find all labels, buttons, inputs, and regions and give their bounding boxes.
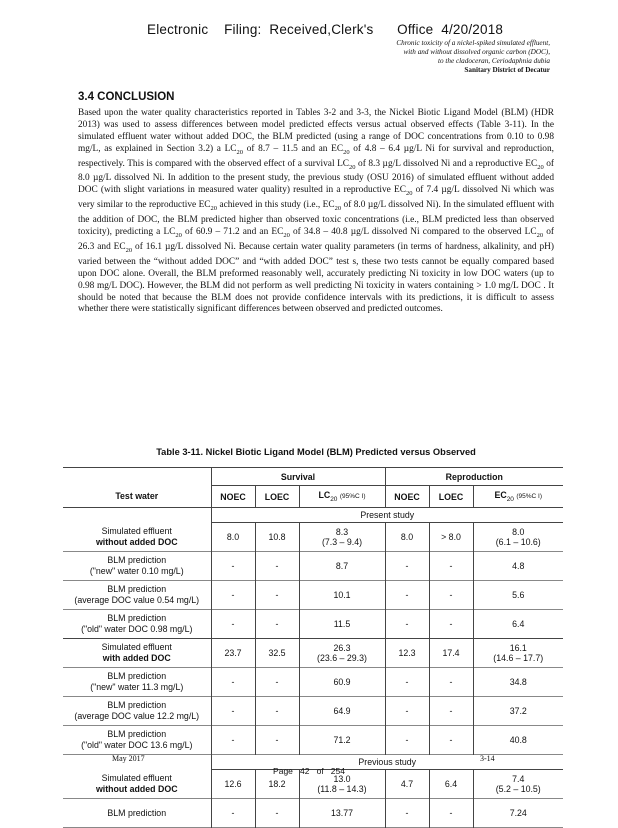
loec-cell	[429, 726, 473, 755]
cell-value: -	[449, 677, 453, 687]
lc-ci-label: (95%C I)	[339, 493, 366, 501]
test-water-detail: (average DOC value 12.2 mg/L)	[74, 711, 200, 721]
ec20-cell	[473, 581, 563, 610]
cell-value: -	[449, 561, 453, 571]
test-water-line: Simulated effluent	[101, 772, 172, 783]
subscript: 20	[536, 231, 544, 239]
cell-value: 10.8	[268, 532, 286, 542]
test-water-line: BLM prediction	[107, 700, 167, 710]
cell-value: -	[275, 677, 279, 687]
test-water-cell	[63, 610, 211, 639]
test-water-cell	[63, 726, 211, 755]
ec20-cell	[473, 552, 563, 581]
subscript: 20	[236, 148, 244, 156]
test-water-line: Simulated effluent	[101, 525, 172, 536]
confidence-interval: (5.2 – 10.5)	[495, 784, 541, 794]
ec20-cell	[473, 697, 563, 726]
noec-cell	[385, 581, 429, 610]
text-run: achieved in this study (i.e., EC	[217, 200, 335, 211]
ec-label: EC	[494, 490, 507, 501]
table-row	[63, 697, 563, 726]
filing-stamp: Electronic Filing: Received,Clerk's Office 4/20/2018	[147, 22, 504, 37]
test-water-detail: ("old" water DOC 0.98 mg/L)	[81, 624, 193, 634]
loec-cell	[255, 726, 299, 755]
cell-value: -	[275, 619, 279, 629]
ec20-cell	[473, 799, 563, 828]
page-current: 42	[300, 766, 310, 776]
cell-value: -	[231, 677, 235, 687]
cell-value: 18.2	[268, 779, 286, 789]
page-label: Page	[273, 766, 293, 776]
test-water-detail: ("old" water DOC 13.6 mg/L)	[81, 740, 193, 750]
table-row	[63, 799, 563, 828]
cell-value: 32.5	[268, 648, 286, 658]
ec20-cell	[473, 639, 563, 668]
lc-label: LC	[318, 490, 331, 501]
cell-value: -	[275, 735, 279, 745]
test-water-detail: ("new" water 0.10 mg/L)	[89, 566, 184, 576]
cell-value: 6.4	[444, 779, 458, 789]
cell-value: 34.8	[509, 677, 527, 687]
table-row	[63, 552, 563, 581]
table-row	[63, 668, 563, 697]
noec-cell	[211, 697, 255, 726]
cell-value: -	[405, 677, 409, 687]
loec-cell	[255, 581, 299, 610]
cell-value: 12.6	[224, 779, 242, 789]
cell-value: -	[405, 619, 409, 629]
confidence-interval: (7.3 – 9.4)	[321, 537, 363, 547]
cell-value: 8.0	[400, 532, 414, 542]
loec-cell	[255, 610, 299, 639]
survival-header: Survival	[211, 468, 385, 486]
table-row	[63, 610, 563, 639]
text-run: of 26.3 and EC	[78, 227, 554, 252]
text-run: of 8.0 µg/L dissolved Ni). In the simulated effluent with the addition of DOC, the BLM predicted higher than observed toxic concentrations (i.e., BLM predicted less than observed toxicity), predicting a LC	[78, 200, 554, 238]
test-water-cell	[63, 639, 211, 668]
test-water-cell	[63, 523, 211, 552]
test-water-cell	[63, 552, 211, 581]
cell-value: 8.0	[226, 532, 240, 542]
cell-value: -	[231, 561, 235, 571]
citation-line: to the cladoceran, Ceriodaphnia dubia	[438, 57, 550, 65]
ec-ci-label: (95%C I)	[516, 493, 543, 501]
report-citation	[300, 39, 550, 75]
cell-value: -	[405, 808, 409, 818]
cell-value: 16.1	[509, 643, 527, 653]
text-run: of 8.7 – 11.5 and an EC	[243, 143, 344, 154]
citation-line: with and without dissolved organic carbon (DOC),	[403, 48, 550, 56]
noec-cell	[211, 639, 255, 668]
subscript: 20	[210, 205, 218, 213]
cell-value: -	[449, 619, 453, 629]
test-water-detail: ("new" water 11.3 mg/L)	[90, 682, 184, 692]
cell-value: 23.7	[224, 648, 242, 658]
reproduction-header: Reproduction	[385, 468, 563, 486]
test-water-line: Simulated effluent	[101, 642, 172, 652]
noec-cell	[211, 799, 255, 828]
present-study-label: Present study	[211, 508, 563, 523]
loec-cell	[429, 799, 473, 828]
cell-value: -	[405, 706, 409, 716]
citation-line: Chronic toxicity of a nickel-spiked simulated effluent,	[396, 39, 550, 47]
text-run: of 4.8 – 6.4 µg/L Ni for survival and reproduction, respectively. This is compared with the observed effect of a survival LC	[78, 143, 554, 169]
cell-value: -	[231, 590, 235, 600]
page-total: 254	[330, 766, 345, 776]
subscript: 20	[125, 246, 133, 254]
cell-value: -	[275, 706, 279, 716]
cell-value: -	[231, 735, 235, 745]
table-caption: Table 3-11. Nickel Biotic Ligand Model (BLM) Predicted versus Observed	[156, 447, 476, 457]
ec20-cell	[473, 523, 563, 552]
test-water-cell	[63, 799, 211, 828]
cell-value: 10.1	[333, 590, 351, 600]
cell-value: 6.4	[512, 619, 525, 629]
table-row	[63, 581, 563, 610]
lc20-header	[299, 486, 385, 508]
subscript: 20	[343, 148, 350, 156]
cell-value: -	[405, 590, 409, 600]
cell-value: 17.4	[442, 648, 460, 658]
noec-cell	[211, 668, 255, 697]
cell-value: 8.0	[512, 527, 525, 537]
lc20-cell	[299, 639, 385, 668]
loec-cell	[429, 697, 473, 726]
cell-value: -	[275, 590, 279, 600]
text-run: of 16.1 µg/L dissolved Ni. Because certain water quality parameters (in terms of hardness, alkalinity, and pH) varied between the “without added DOC” and “with added DOC” test s, these two tests cannot be equally compared based upon DOC alone. Overall, the BLM preformed reasonably well, accurately predicting Ni toxicity in low DOC waters (up to 0.98 mg/L DOC). However, the BLM did not perform as well predicting Ni toxicity in waters containing > 1.0 mg/L DOC . It should be noted that because the BLM does not provide confidence intervals with its predictions, it is difficult to assess whether there were statistically significant differences between observed and predicted outcomes.	[78, 241, 554, 315]
test-water-cell	[63, 581, 211, 610]
loec-cell	[429, 668, 473, 697]
cell-value: > 8.0	[441, 532, 461, 542]
cell-value: 7.24	[509, 808, 527, 818]
test-water-line: BLM prediction	[107, 555, 167, 565]
noec-cell	[385, 552, 429, 581]
cell-value: 60.9	[333, 677, 351, 687]
cell-value: 11.5	[333, 619, 351, 629]
cell-value: -	[231, 619, 235, 629]
loec-cell	[255, 668, 299, 697]
subscript: 20	[283, 231, 290, 239]
noec-cell	[385, 799, 429, 828]
cell-value: 37.2	[509, 706, 527, 716]
section-spacer	[63, 508, 211, 523]
text-run: of 34.8 – 40.8 µg/L dissolved Ni compared to the observed LC	[289, 227, 537, 238]
page-number	[0, 766, 618, 776]
noec-cell	[385, 523, 429, 552]
loec-cell	[429, 523, 473, 552]
noec-header: NOEC	[211, 486, 255, 508]
table-row	[63, 639, 563, 668]
lc20-cell	[299, 581, 385, 610]
loec-cell	[255, 697, 299, 726]
section-heading: 3.4 CONCLUSION	[78, 91, 175, 103]
lc20-cell	[299, 697, 385, 726]
noec-cell	[211, 523, 255, 552]
cell-value: 5.6	[512, 590, 525, 600]
cell-value: 4.8	[512, 561, 525, 571]
organization-name: Sanitary District of Decatur	[464, 66, 550, 74]
table-row	[63, 523, 563, 552]
loec-cell	[255, 799, 299, 828]
table-body	[63, 508, 563, 828]
ec20-cell	[473, 610, 563, 639]
cell-value: 8.7	[335, 561, 349, 571]
confidence-interval: (6.1 – 10.6)	[495, 537, 541, 547]
lc20-cell	[299, 523, 385, 552]
cell-value: 13.77	[330, 808, 353, 818]
ec20-cell	[473, 668, 563, 697]
cell-value: 8.3	[335, 527, 349, 537]
subscript: 20	[334, 205, 342, 213]
subscript: 20	[405, 190, 413, 198]
loec-cell	[255, 523, 299, 552]
cell-value: -	[275, 808, 279, 818]
cell-value: 71.2	[333, 735, 351, 745]
noec-cell	[211, 610, 255, 639]
noec-cell	[385, 639, 429, 668]
cell-value: -	[231, 706, 235, 716]
ec20-header	[473, 486, 563, 508]
conclusion-paragraph	[78, 108, 554, 316]
ec-subscript: 20	[506, 495, 514, 503]
test-water-detail: without added DOC	[95, 536, 178, 547]
noec-cell	[385, 610, 429, 639]
subscript: 20	[349, 163, 356, 171]
test-water-cell	[63, 668, 211, 697]
text-run: of 8.0 µg/L dissolved Ni. In addition to the present study, the previous study (OSU 2016) of simulated effluent without added DOC (with slight variations in measured water quality) resulted in a reproductive EC	[78, 158, 554, 196]
cell-value: -	[449, 590, 453, 600]
loec-cell	[255, 639, 299, 668]
text-run: of 8.3 µg/L dissolved Ni and a reproductive EC	[355, 158, 538, 169]
noec-cell	[385, 668, 429, 697]
noec-header: NOEC	[385, 486, 429, 508]
text-run: of 60.9 – 71.2 and an EC	[181, 227, 284, 238]
noec-cell	[211, 581, 255, 610]
noec-cell	[385, 697, 429, 726]
noec-cell	[385, 726, 429, 755]
cell-value: 13.0	[333, 774, 351, 784]
test-water-line: BLM prediction	[107, 807, 167, 818]
test-water-cell	[63, 697, 211, 726]
lc20-cell	[299, 552, 385, 581]
subscript: 20	[537, 163, 544, 171]
test-water-line: BLM prediction	[107, 671, 167, 681]
test-water-header: Test water	[63, 486, 211, 508]
page-of: of	[316, 766, 324, 776]
loec-cell	[255, 552, 299, 581]
confidence-interval: (11.8 – 14.3)	[317, 784, 367, 794]
lc-subscript: 20	[330, 495, 338, 503]
loec-cell	[429, 552, 473, 581]
confidence-interval: (23.6 – 29.3)	[317, 653, 367, 663]
loec-header: LOEC	[255, 486, 299, 508]
cell-value: 64.9	[333, 706, 351, 716]
subscript: 20	[175, 231, 182, 239]
lc20-cell	[299, 610, 385, 639]
cell-value: 7.4	[512, 774, 525, 784]
cell-value: -	[275, 561, 279, 571]
cell-value: 12.3	[398, 648, 416, 658]
lc20-cell	[299, 799, 385, 828]
test-water-line: BLM prediction	[107, 729, 167, 739]
cell-value: -	[405, 735, 409, 745]
noec-cell	[211, 552, 255, 581]
test-water-detail: (average DOC value 0.54 mg/L)	[74, 595, 200, 605]
text-run: Based upon the water quality characteristics reported in Tables 3-2 and 3-3, the Nickel Biotic Ligand Model (BLM) (HDR 2013) was used to assess differences between model predicted effects versus actual observed effects (Table 3-11). In the simulated effluent water without added DOC, the BLM predicted (using a range of DOC concentrations from 0.10 to 0.98 mg/L, as explained in Section 3.2) a LC	[78, 108, 554, 154]
table-row	[63, 726, 563, 755]
loec-cell	[429, 581, 473, 610]
noec-cell	[211, 726, 255, 755]
loec-cell	[429, 639, 473, 668]
test-water-detail: without added DOC	[95, 783, 178, 794]
lc20-cell	[299, 726, 385, 755]
ec20-cell	[473, 726, 563, 755]
test-water-detail: with added DOC	[102, 653, 171, 663]
footer-page-ref: 3-14	[480, 754, 495, 763]
loec-cell	[429, 610, 473, 639]
cell-value: -	[449, 735, 453, 745]
previous-study-label: Previous study	[211, 755, 563, 770]
cell-value: 26.3	[333, 643, 351, 653]
cell-value: -	[449, 808, 453, 818]
loec-header: LOEC	[429, 486, 473, 508]
lc20-cell	[299, 668, 385, 697]
test-water-line: BLM prediction	[107, 613, 167, 623]
cell-value: -	[231, 808, 235, 818]
footer-date: May 2017	[112, 754, 145, 763]
confidence-interval: (14.6 – 17.7)	[493, 653, 544, 663]
cell-value: 4.7	[400, 779, 414, 789]
text-run: of 7.4 µg/L dissolved Ni which was very similar to the reproductive EC	[78, 185, 554, 211]
test-water-line: BLM prediction	[107, 584, 167, 594]
test-water-header-top	[63, 468, 211, 486]
cell-value: -	[449, 706, 453, 716]
cell-value: -	[405, 561, 409, 571]
cell-value: 40.8	[509, 735, 527, 745]
